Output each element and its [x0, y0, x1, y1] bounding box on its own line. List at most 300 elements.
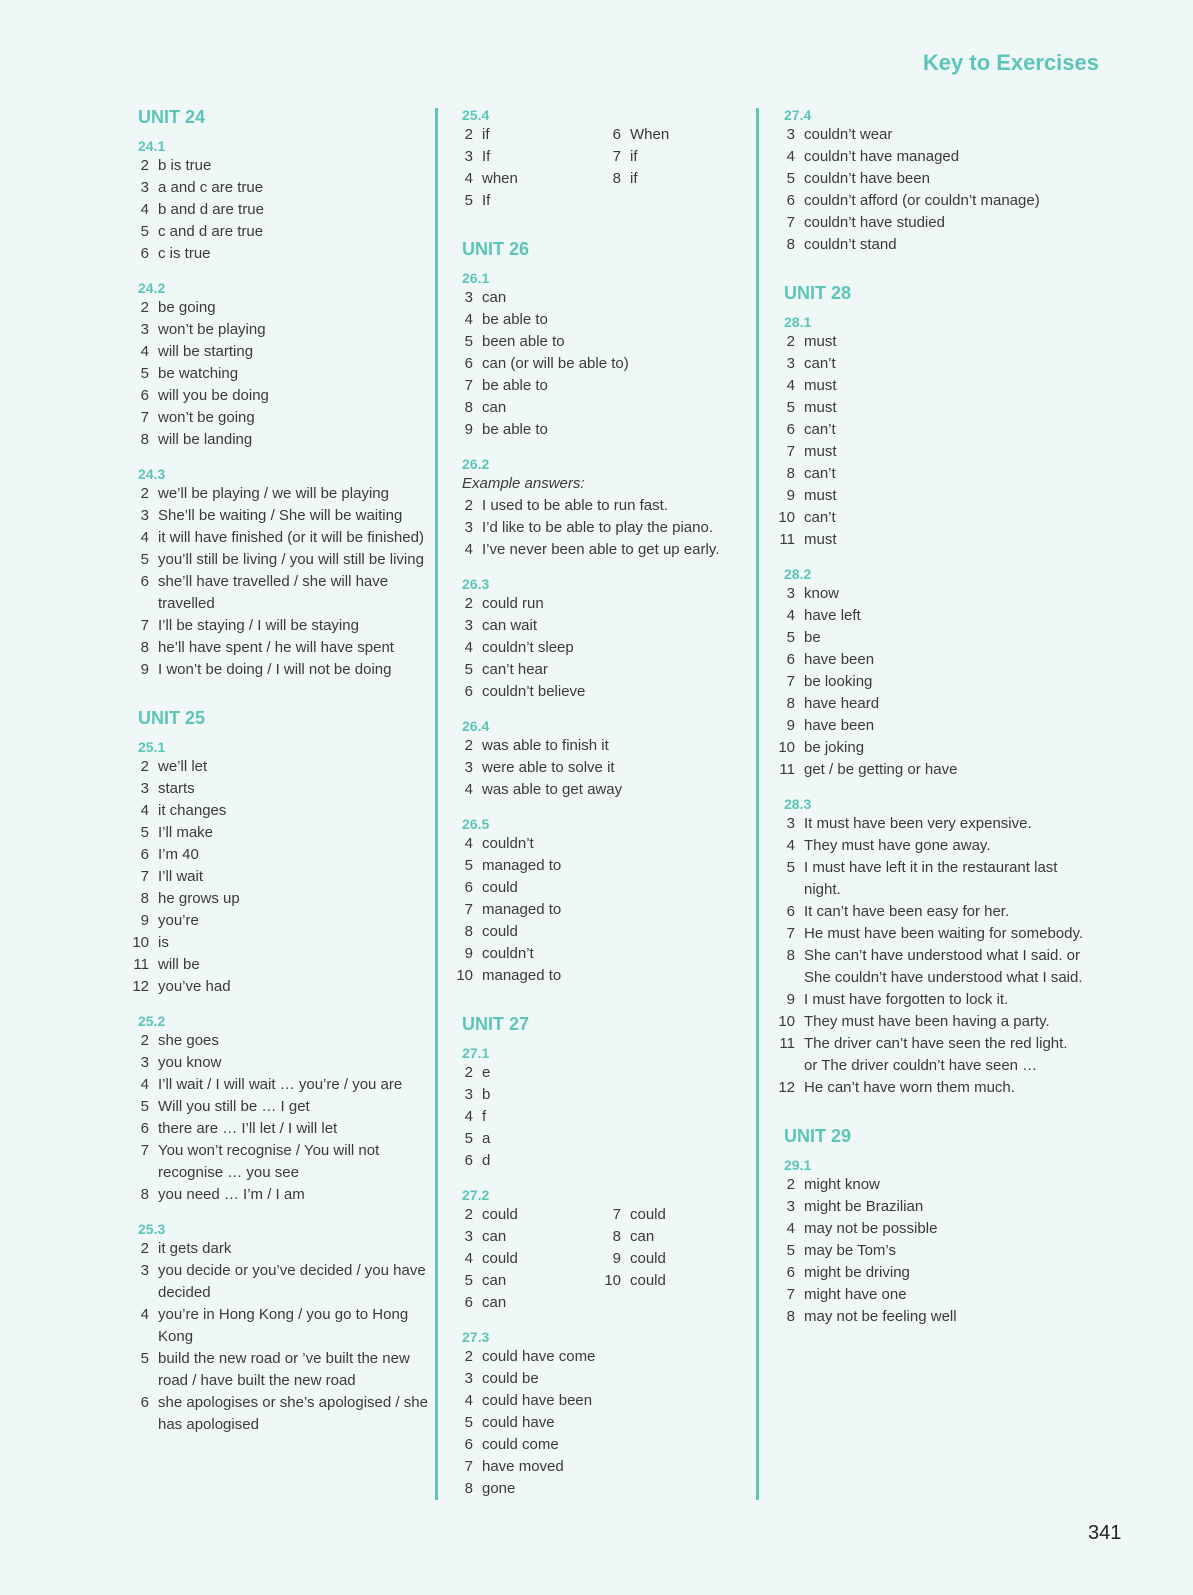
answer-number: 8 — [786, 1308, 795, 1325]
exercise-number: 28.1 — [784, 314, 812, 330]
answer-text: I’ll wait / I will wait … you’re / you are — [158, 1076, 403, 1093]
answer-line — [452, 921, 752, 943]
answer-text: might have one — [804, 1286, 907, 1303]
answer-number: 7 — [786, 925, 795, 942]
answer-text: I’ll wait — [158, 868, 204, 885]
answer-line — [128, 571, 428, 615]
exercise-section — [452, 1044, 752, 1172]
unit-heading: UNIT 25 — [138, 708, 206, 728]
answer-text: Will you still be … I get — [158, 1098, 310, 1115]
answer-line — [128, 199, 428, 221]
column-divider — [435, 108, 438, 1500]
exercise-number: 24.1 — [138, 138, 166, 154]
answer-text: managed to — [482, 857, 562, 874]
answer-number: 5 — [464, 661, 473, 678]
answer-line — [452, 1478, 752, 1500]
answer-text: I won’t be doing / I will not be doing — [158, 661, 392, 678]
answer-line — [774, 1306, 1084, 1328]
answer-number: 4 — [464, 311, 473, 328]
answer-line — [452, 1270, 600, 1292]
answer-line — [128, 976, 428, 998]
answer-number: 9 — [786, 487, 795, 504]
answer-line — [774, 419, 1084, 441]
answer-number: 3 — [140, 1054, 149, 1071]
answer-line — [774, 485, 1084, 507]
answer-line — [128, 822, 428, 844]
answer-text: can’t — [804, 509, 836, 526]
answer-number: 6 — [464, 1294, 473, 1311]
answer-number: 5 — [464, 1272, 473, 1289]
answer-line — [128, 319, 428, 341]
answer-text: have moved — [482, 1458, 564, 1475]
answer-text: she goes — [158, 1032, 219, 1049]
answer-number: 2 — [140, 157, 149, 174]
exercise-number: 26.4 — [462, 718, 490, 734]
answer-text: I’ve never been able to get up early. — [482, 541, 720, 558]
answer-text: must — [804, 443, 837, 460]
answer-line — [452, 735, 752, 757]
exercise-section — [128, 137, 428, 265]
answer-text: she apologises or she’s apologised / she has apologised — [158, 1394, 428, 1433]
answer-number: 2 — [464, 1206, 473, 1223]
answer-line — [774, 693, 1084, 715]
answer-line — [128, 221, 428, 243]
answer-text: couldn’t sleep — [482, 639, 574, 656]
answer-line — [128, 954, 428, 976]
answer-line — [128, 505, 428, 527]
answer-number: 4 — [786, 607, 795, 624]
answer-text: have been — [804, 717, 875, 734]
answer-number: 5 — [140, 551, 149, 568]
answer-text: be joking — [804, 739, 865, 756]
answer-text: b — [482, 1086, 491, 1103]
answer-line — [452, 1412, 752, 1434]
exercise-section — [452, 717, 752, 801]
answer-line — [452, 757, 752, 779]
answer-line — [128, 1260, 428, 1304]
answer-text: I must have left it in the restaurant last night. — [804, 859, 1058, 898]
answer-text: managed to — [482, 901, 562, 918]
exercise-number: 24.2 — [138, 280, 166, 296]
answer-number: 7 — [140, 617, 149, 634]
answer-number: 4 — [464, 639, 473, 656]
answer-number: 8 — [786, 236, 795, 253]
answer-number: 5 — [464, 333, 473, 350]
answer-text: couldn’t wear — [804, 126, 893, 143]
answer-line — [774, 737, 1084, 759]
answer-number: 5 — [786, 859, 795, 876]
answer-text: is — [158, 934, 169, 951]
answer-line — [774, 397, 1084, 419]
answer-line — [600, 1270, 748, 1292]
answer-number: 4 — [140, 343, 149, 360]
answer-number: 6 — [786, 903, 795, 920]
answer-number: 8 — [612, 170, 621, 187]
answer-number: 4 — [464, 1392, 473, 1409]
answer-line — [128, 177, 428, 199]
answer-line — [774, 234, 1084, 256]
answer-text: if — [630, 170, 638, 187]
answer-text: can — [482, 1272, 507, 1289]
answer-number: 7 — [464, 377, 473, 394]
answer-number: 8 — [786, 947, 795, 964]
answer-line — [774, 813, 1084, 835]
answer-number: 7 — [464, 901, 473, 918]
answer-subcolumn — [452, 124, 600, 212]
unit-heading: UNIT 24 — [138, 107, 206, 127]
unit-spacer — [452, 226, 752, 238]
answer-number: 7 — [464, 1458, 473, 1475]
answer-line — [452, 124, 600, 146]
answer-text: be able to — [482, 311, 548, 328]
answer-line — [452, 1434, 752, 1456]
answer-text: can’t — [804, 421, 836, 438]
exercise-section — [452, 1186, 752, 1314]
answer-number: 8 — [140, 1186, 149, 1203]
answer-line — [452, 899, 752, 921]
answer-text: f — [482, 1108, 487, 1125]
answer-subcolumn — [600, 1204, 748, 1314]
answer-text: can’t — [804, 465, 836, 482]
exercise-section — [128, 1012, 428, 1206]
answer-number: 10 — [604, 1272, 621, 1289]
answer-text: I’m 40 — [158, 846, 199, 863]
exercise-section — [452, 106, 752, 212]
answer-line — [600, 1248, 748, 1270]
answer-text: you’ve had — [158, 978, 231, 995]
answer-number: 10 — [778, 509, 795, 526]
exercise-number: 24.3 — [138, 466, 166, 482]
answer-number: 6 — [612, 126, 621, 143]
answer-number: 6 — [140, 846, 149, 863]
answer-line — [452, 1456, 752, 1478]
answer-text: could — [482, 1250, 518, 1267]
answer-number: 3 — [140, 507, 149, 524]
answer-number: 5 — [140, 824, 149, 841]
answer-line — [452, 309, 752, 331]
answer-text: could — [482, 879, 518, 896]
answer-number: 3 — [464, 617, 473, 634]
unit-heading: UNIT 27 — [462, 1014, 530, 1034]
answer-text: will be landing — [158, 431, 253, 448]
answer-line — [128, 297, 428, 319]
answer-number: 4 — [464, 1250, 473, 1267]
page-number: 341 — [1088, 1522, 1122, 1544]
answer-line — [452, 1390, 752, 1412]
exercise-section — [774, 795, 1084, 1099]
answer-text: gone — [482, 1480, 516, 1497]
answer-number: 5 — [464, 1414, 473, 1431]
answer-line — [774, 331, 1084, 353]
answer-text: must — [804, 487, 837, 504]
answer-number: 6 — [140, 573, 149, 590]
answer-text: if — [482, 126, 490, 143]
answer-text: b is true — [158, 157, 212, 174]
answer-text: we’ll let — [158, 758, 208, 775]
answer-text: She can’t have understood what I said. or She couldn’t have understood what I said. — [804, 947, 1083, 986]
answer-number: 3 — [140, 321, 149, 338]
answer-number: 4 — [140, 529, 149, 546]
answer-text: could — [630, 1272, 666, 1289]
exercise-subtitle: Example answers: — [462, 475, 585, 492]
exercise-number: 26.2 — [462, 456, 490, 472]
answer-text: couldn’t afford (or couldn’t manage) — [804, 192, 1040, 209]
answer-number: 11 — [779, 761, 795, 778]
answer-text: couldn’t have been — [804, 170, 930, 187]
exercise-section — [452, 575, 752, 703]
answer-number: 6 — [464, 879, 473, 896]
answer-text: you’re — [158, 912, 199, 929]
answer-line — [128, 1140, 428, 1184]
answer-text: can — [482, 1228, 507, 1245]
answer-line — [774, 857, 1084, 901]
answer-number: 9 — [786, 991, 795, 1008]
answer-text: might be Brazilian — [804, 1198, 924, 1215]
answer-number: 5 — [786, 399, 795, 416]
answer-text: won’t be playing — [158, 321, 266, 338]
answer-line — [774, 441, 1084, 463]
answer-number: 7 — [612, 1206, 621, 1223]
answer-text: you need … I’m / I am — [158, 1186, 305, 1203]
answer-number: 10 — [778, 739, 795, 756]
answer-line — [452, 190, 600, 212]
answer-number: 7 — [140, 868, 149, 885]
answer-number: 10 — [778, 1013, 795, 1030]
answer-text: build the new road or ’ve built the new road / have built the new road — [158, 1350, 410, 1389]
answer-text: He must have been waiting for somebody. — [804, 925, 1084, 942]
answer-text: be watching — [158, 365, 239, 382]
answer-text: it gets dark — [158, 1240, 232, 1257]
answer-number: 5 — [786, 629, 795, 646]
answer-text: must — [804, 377, 837, 394]
answer-line — [128, 243, 428, 265]
answer-number: 6 — [140, 387, 149, 404]
answer-line — [774, 1196, 1084, 1218]
answer-line — [774, 989, 1084, 1011]
answer-line — [128, 844, 428, 866]
answer-number: 5 — [140, 223, 149, 240]
answer-column-3 — [774, 106, 1084, 1342]
answer-subcolumn — [600, 124, 748, 212]
answer-line — [128, 1348, 428, 1392]
answer-number: 3 — [786, 126, 795, 143]
answer-text: couldn’t have studied — [804, 214, 945, 231]
answer-line — [774, 1011, 1084, 1033]
two-column-answers — [452, 124, 752, 212]
answer-text: may not be possible — [804, 1220, 938, 1237]
answer-line — [128, 549, 428, 571]
exercise-section — [774, 565, 1084, 781]
answer-number: 6 — [786, 192, 795, 209]
answer-line — [128, 1304, 428, 1348]
answer-number: 3 — [464, 1228, 473, 1245]
answer-number: 3 — [786, 355, 795, 372]
answer-line — [600, 1204, 748, 1226]
answer-number: 5 — [786, 1242, 795, 1259]
answer-line — [452, 1062, 752, 1084]
answer-number: 9 — [140, 912, 149, 929]
exercise-section — [128, 465, 428, 681]
answer-line — [774, 901, 1084, 923]
answer-text: c and d are true — [158, 223, 264, 240]
unit-heading: UNIT 28 — [784, 283, 852, 303]
answer-number: 6 — [464, 683, 473, 700]
answer-text: must — [804, 399, 837, 416]
answer-number: 3 — [464, 148, 473, 165]
answer-number: 2 — [140, 485, 149, 502]
answer-line — [452, 1106, 752, 1128]
answer-number: 8 — [612, 1228, 621, 1245]
answer-number: 8 — [464, 923, 473, 940]
answer-text: He can’t have worn them much. — [804, 1079, 1015, 1096]
answer-line — [128, 756, 428, 778]
answer-text: get / be getting or have — [804, 761, 958, 778]
answer-line — [128, 341, 428, 363]
answer-text: will you be doing — [158, 387, 269, 404]
answer-number: 9 — [464, 421, 473, 438]
answer-line — [452, 495, 752, 517]
answer-number: 9 — [140, 661, 149, 678]
answer-number: 3 — [786, 1198, 795, 1215]
answer-line — [128, 778, 428, 800]
answer-text: I used to be able to run fast. — [482, 497, 668, 514]
answer-text: it changes — [158, 802, 227, 819]
answer-line — [774, 190, 1084, 212]
answer-number: 6 — [786, 651, 795, 668]
answer-line — [452, 855, 752, 877]
answer-text: could — [482, 923, 518, 940]
answer-text: When — [630, 126, 670, 143]
answer-number: 3 — [464, 289, 473, 306]
exercise-number: 27.1 — [462, 1045, 490, 1061]
answer-number: 4 — [786, 1220, 795, 1237]
answer-text: could — [630, 1206, 666, 1223]
answer-text: won’t be going — [158, 409, 255, 426]
answer-number: 11 — [779, 1035, 795, 1052]
answer-line — [128, 932, 428, 954]
answer-text: I’ll be staying / I will be staying — [158, 617, 359, 634]
answer-number: 2 — [140, 299, 149, 316]
answer-number: 9 — [612, 1250, 621, 1267]
answer-number: 12 — [778, 1079, 795, 1096]
answer-text: you decide or you’ve decided / you have decided — [158, 1262, 426, 1301]
answer-number: 3 — [140, 179, 149, 196]
exercise-number: 25.2 — [138, 1013, 166, 1029]
answer-text: could — [482, 1206, 518, 1223]
answer-text: couldn’t — [482, 945, 534, 962]
answer-line — [128, 385, 428, 407]
answer-line — [128, 888, 428, 910]
answer-text: he’ll have spent / he will have spent — [158, 639, 394, 656]
answer-number: 5 — [464, 857, 473, 874]
answer-line — [452, 517, 752, 539]
answer-line — [774, 1218, 1084, 1240]
answer-number: 8 — [464, 1480, 473, 1497]
answer-line — [452, 1128, 752, 1150]
page-title: Key to Exercises — [922, 50, 1099, 75]
answer-line — [452, 965, 752, 987]
answer-line — [128, 363, 428, 385]
answer-text: I’d like to be able to play the piano. — [482, 519, 713, 536]
answer-line — [128, 615, 428, 637]
answer-line — [774, 759, 1084, 781]
answer-number: 2 — [464, 126, 473, 143]
answer-text: must — [804, 531, 837, 548]
answer-line — [774, 1077, 1084, 1099]
answer-line — [128, 429, 428, 451]
answer-subcolumn — [452, 1204, 600, 1314]
exercise-number: 28.2 — [784, 566, 812, 582]
answer-line — [600, 1226, 748, 1248]
answer-text: will be starting — [158, 343, 254, 360]
answer-number: 7 — [786, 1286, 795, 1303]
answer-line — [452, 833, 752, 855]
answer-number: 5 — [140, 365, 149, 382]
answer-text: couldn’t have managed — [804, 148, 960, 165]
answer-text: They must have been having a party. — [804, 1013, 1050, 1030]
answer-text: have been — [804, 651, 875, 668]
answer-line — [452, 375, 752, 397]
answer-text: we’ll be playing / we will be playing — [158, 485, 389, 502]
answer-text: can’t hear — [482, 661, 548, 678]
answer-line — [128, 527, 428, 549]
answer-line — [774, 1033, 1084, 1077]
answer-line — [128, 1030, 428, 1052]
answer-text: have heard — [804, 695, 880, 712]
answer-text: could be — [482, 1370, 539, 1387]
answer-number: 2 — [464, 1348, 473, 1365]
answer-number: 6 — [464, 1152, 473, 1169]
answer-text: have left — [804, 607, 861, 624]
answer-line — [452, 287, 752, 309]
exercise-section — [452, 269, 752, 441]
answer-text: She’ll be waiting / She will be waiting — [158, 507, 403, 524]
answer-line — [128, 1052, 428, 1074]
answer-line — [128, 1392, 428, 1436]
answer-line — [128, 1184, 428, 1206]
answer-number: 8 — [140, 431, 149, 448]
answer-text: can — [630, 1228, 655, 1245]
answer-text: be — [804, 629, 821, 646]
exercise-number: 25.1 — [138, 739, 166, 755]
answer-text: when — [482, 170, 518, 187]
answer-text: might be driving — [804, 1264, 910, 1281]
answer-line — [774, 605, 1084, 627]
answer-line — [452, 1346, 752, 1368]
answer-text: may be Tom’s — [804, 1242, 896, 1259]
answer-line — [774, 671, 1084, 693]
answer-text: may not be feeling well — [804, 1308, 957, 1325]
answer-line — [452, 1248, 600, 1270]
answer-line — [128, 155, 428, 177]
answer-line — [128, 1074, 428, 1096]
answer-number: 3 — [140, 780, 149, 797]
answer-number: 4 — [786, 377, 795, 394]
answer-line — [774, 945, 1084, 989]
exercise-section — [452, 455, 752, 561]
answer-text: couldn’t stand — [804, 236, 897, 253]
exercise-number: 27.2 — [462, 1187, 490, 1203]
answer-line — [600, 124, 748, 146]
answer-number: 7 — [140, 409, 149, 426]
unit-heading: UNIT 26 — [462, 239, 530, 259]
answer-number: 11 — [779, 531, 795, 548]
exercise-section — [128, 279, 428, 451]
answer-text: will be — [158, 956, 200, 973]
answer-number: 4 — [464, 170, 473, 187]
answer-text: can’t — [804, 355, 836, 372]
column-divider — [756, 108, 759, 1500]
